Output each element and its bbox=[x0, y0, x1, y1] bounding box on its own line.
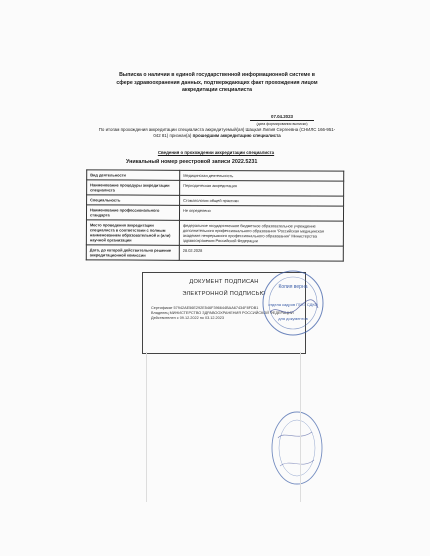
table-row bbox=[86, 245, 343, 261]
table-key: Дата, до которой действительно решение аккредитационной комиссии bbox=[86, 245, 179, 260]
issue-date-caption: (дата формирования выписки) bbox=[256, 122, 308, 126]
signature-valid: Действителен с 09.12.2022 по 03.12.2023 bbox=[151, 316, 224, 320]
scan-artifact-line bbox=[300, 352, 301, 502]
table-value: Периодическая аккредитация bbox=[180, 180, 344, 196]
person-name: Шацкая Лилия Сергеевна bbox=[245, 127, 299, 132]
date-block bbox=[250, 114, 314, 127]
table-value: федеральное государственное бюджетное образовательное учреждение дополнительного профессионального образования "Российская медицинская академия непрерывного профессионального образования" Министерства здравоохранения Российской Федерации bbox=[179, 220, 343, 246]
seal-sign-text: для документов bbox=[278, 316, 308, 321]
copy-seal-icon bbox=[258, 268, 328, 338]
seal-ring-text: отдела кадров ГБУЗ СДКО bbox=[268, 302, 318, 307]
result-status: прошедшим аккредитацию специалиста bbox=[192, 133, 281, 139]
section-heading bbox=[98, 150, 334, 165]
department-seal-icon bbox=[268, 408, 326, 488]
result-statement bbox=[97, 127, 337, 139]
registry-number: Уникальный номер реестровой записи 2022.5231 bbox=[126, 159, 258, 165]
section-title: Сведения о прохождении аккредитации специалиста bbox=[157, 150, 275, 155]
signature-heading-1: ДОКУМЕНТ ПОДПИСАН bbox=[189, 279, 259, 285]
table-value: Медицинская деятельность bbox=[180, 170, 344, 181]
table-key: Специальность bbox=[87, 195, 180, 205]
scan-artifact-line bbox=[146, 352, 147, 502]
signature-heading-2: ЭЛЕКТРОННОЙ ПОДПИСЬЮ bbox=[182, 291, 266, 297]
signature-owner: Владелец МИНИСТЕРСТВО ЗДРАВООХРАНЕНИЯ РОССИЙСКОЙ ФЕДЕРАЦИИ bbox=[151, 311, 294, 315]
table-row bbox=[86, 220, 343, 246]
table-key: Вид деятельности bbox=[87, 170, 180, 180]
table-value: Стоматология общей практики bbox=[180, 195, 344, 206]
result-suffix: признан(а) bbox=[169, 133, 192, 139]
document-title: Выписка о наличии в единой государственной информационной системе в сфере здравоохранения данных, подтверждающих факт прохождения лицом аккредитации специалиста bbox=[116, 72, 318, 94]
issue-date: 07.04.2023 bbox=[250, 114, 314, 121]
table-value: 28.02.2028 bbox=[179, 245, 343, 261]
result-prefix: По итогам прохождения аккредитации специалиста аккредитуемый(ая) bbox=[98, 127, 245, 132]
table-value: Не определено bbox=[179, 205, 343, 221]
seal-top-text: Копия верна bbox=[278, 284, 308, 290]
table-key: Место проведения аккредитации специалиста в соответствии с полным наименованием образовательной и (или) научной организации bbox=[86, 220, 179, 245]
table-key: Наименование профессионального стандарта bbox=[86, 205, 179, 220]
table-row bbox=[87, 180, 344, 196]
table-row bbox=[86, 205, 343, 221]
snils: (СНИЛС 166-951-042 81) bbox=[153, 127, 336, 139]
accreditation-table bbox=[86, 169, 344, 261]
table-key: Наименование процедуры аккредитации специалиста bbox=[87, 180, 180, 195]
signature-certificate: Сертификат 57942AE56E292E546F396644BAA67434F8FDB1 bbox=[151, 306, 259, 310]
